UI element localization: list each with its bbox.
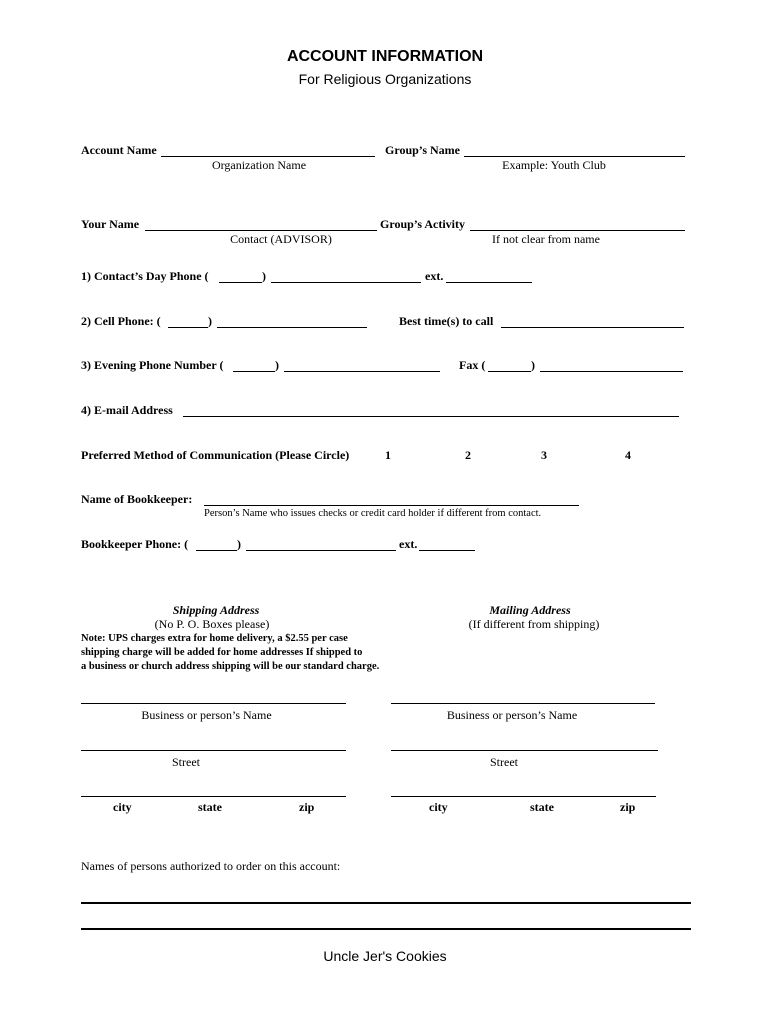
email-field[interactable] xyxy=(183,416,679,417)
mailing-city-state-zip-field[interactable] xyxy=(391,796,656,797)
shipping-city-caption: city xyxy=(113,800,132,814)
mailing-heading: Mailing Address xyxy=(489,603,571,617)
preferred-option-3[interactable]: 3 xyxy=(541,448,547,462)
mailing-zip-caption: zip xyxy=(620,800,636,814)
groups-activity-field[interactable] xyxy=(470,230,685,231)
shipping-note-line-1 xyxy=(81,633,348,644)
mailing-street-caption: Street xyxy=(490,755,518,769)
mailing-street-field[interactable] xyxy=(391,750,658,751)
bookkeeper-phone-label: Bookkeeper Phone: ( xyxy=(81,537,189,551)
account-name-caption: Organization Name xyxy=(211,158,307,172)
evening-phone-number-field[interactable] xyxy=(284,371,440,372)
day-phone-label: 1) Contact’s Day Phone ( xyxy=(81,269,209,283)
shipping-street-caption: Street xyxy=(172,755,200,769)
mailing-city-caption: city xyxy=(429,800,448,814)
bookkeeper-name-label: Name of Bookkeeper: xyxy=(81,492,193,506)
groups-name-field[interactable] xyxy=(464,156,685,157)
fax-label: Fax ( xyxy=(459,358,486,372)
shipping-subheading: (No P. O. Boxes please) xyxy=(154,617,270,631)
your-name-field[interactable] xyxy=(145,230,377,231)
day-phone-paren: ) xyxy=(262,269,266,283)
day-phone-ext-field[interactable] xyxy=(446,282,532,283)
authorized-persons-line-2[interactable] xyxy=(81,928,691,930)
shipping-note-line-2: shipping charge will be added for home addresses If shipped to xyxy=(81,647,363,658)
groups-name-caption: Example: Youth Club xyxy=(502,158,606,172)
bookkeeper-ext-field[interactable] xyxy=(419,550,475,551)
bookkeeper-phone-paren: ) xyxy=(237,537,241,551)
preferred-option-2[interactable]: 2 xyxy=(465,448,471,462)
page-title: ACCOUNT INFORMATION xyxy=(286,48,484,65)
email-label: 4) E-mail Address xyxy=(81,403,173,417)
preferred-method-label: Preferred Method of Communication (Please Circle) xyxy=(81,448,350,462)
shipping-name-caption: Business or person’s Name xyxy=(141,708,272,722)
shipping-note-line-3: a business or church address shipping will be our standard charge. xyxy=(81,661,380,672)
best-time-label: Best time(s) to call xyxy=(399,314,494,328)
mailing-name-field[interactable] xyxy=(391,703,655,704)
footer-company: Uncle Jer's Cookies xyxy=(323,948,447,964)
account-name-label: Account Name xyxy=(81,143,157,157)
best-time-field[interactable] xyxy=(501,327,684,328)
shipping-city-state-zip-field[interactable] xyxy=(81,796,346,797)
shipping-state-caption: state xyxy=(198,800,222,814)
note-label: Note xyxy=(81,633,102,644)
groups-activity-caption: If not clear from name xyxy=(492,232,600,246)
shipping-zip-caption: zip xyxy=(299,800,315,814)
evening-phone-paren: ) xyxy=(275,358,279,372)
fax-area-field[interactable] xyxy=(488,371,531,372)
authorized-persons-line-1[interactable] xyxy=(81,902,691,904)
preferred-option-4[interactable]: 4 xyxy=(625,448,631,462)
cell-phone-area-field[interactable] xyxy=(168,327,208,328)
authorized-persons-label: Names of persons authorized to order on this account: xyxy=(81,859,341,873)
your-name-caption: Contact (ADVISOR) xyxy=(230,232,332,246)
note-text-1: : UPS charges extra for home delivery, a $2.55 per case xyxy=(102,633,348,644)
shipping-heading: Shipping Address xyxy=(172,603,260,617)
account-name-field[interactable] xyxy=(161,156,375,157)
bookkeeper-caption: Person’s Name who issues checks or credit card holder if different from contact. xyxy=(204,508,542,519)
preferred-option-1[interactable]: 1 xyxy=(385,448,391,462)
cell-phone-label: 2) Cell Phone: ( xyxy=(81,314,161,328)
mailing-state-caption: state xyxy=(530,800,554,814)
bookkeeper-name-field[interactable] xyxy=(204,505,579,506)
bookkeeper-phone-area-field[interactable] xyxy=(196,550,237,551)
shipping-name-field[interactable] xyxy=(81,703,346,704)
your-name-label: Your Name xyxy=(81,217,140,231)
fax-number-field[interactable] xyxy=(540,371,683,372)
bookkeeper-ext-label: ext. xyxy=(399,537,418,551)
day-phone-area-field[interactable] xyxy=(219,282,262,283)
evening-phone-area-field[interactable] xyxy=(233,371,275,372)
bookkeeper-phone-number-field[interactable] xyxy=(246,550,396,551)
fax-paren: ) xyxy=(531,358,535,372)
groups-activity-label: Group’s Activity xyxy=(380,217,466,231)
mailing-subheading: (If different from shipping) xyxy=(468,617,600,631)
day-phone-number-field[interactable] xyxy=(271,282,421,283)
mailing-name-caption: Business or person’s Name xyxy=(446,708,578,722)
page-subtitle: For Religious Organizations xyxy=(298,71,472,87)
cell-phone-number-field[interactable] xyxy=(217,327,367,328)
evening-phone-label: 3) Evening Phone Number ( xyxy=(81,358,224,372)
groups-name-label: Group’s Name xyxy=(385,143,460,157)
day-phone-ext-label: ext. xyxy=(425,269,444,283)
cell-phone-paren: ) xyxy=(208,314,212,328)
shipping-street-field[interactable] xyxy=(81,750,346,751)
